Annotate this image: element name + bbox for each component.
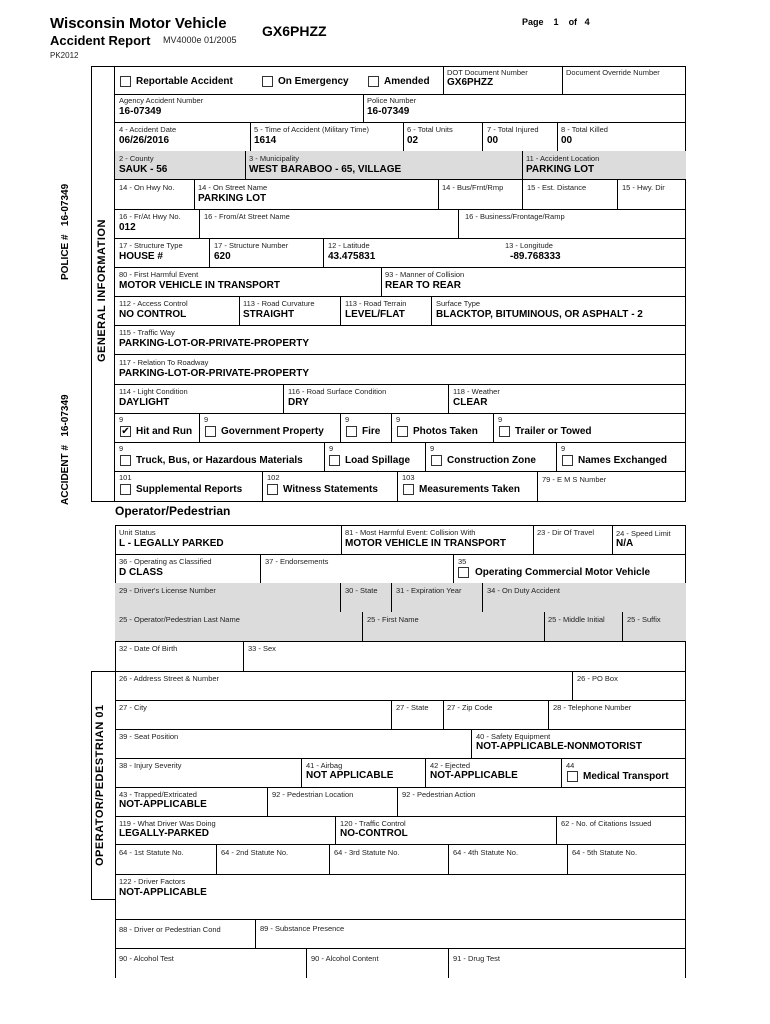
- row-conditions: [115, 384, 686, 414]
- alcohol-content-label: 90 - Alcohol Content: [311, 954, 379, 963]
- unit-status-label: Unit Status: [119, 528, 156, 537]
- harm-label: 80 - First Harmful Event: [119, 270, 199, 279]
- curv-label: 113 - Road Curvature: [243, 299, 315, 308]
- county-label: 2 - County: [119, 154, 154, 163]
- measure-checkbox[interactable]: [403, 484, 414, 495]
- light-label: 114 - Light Condition: [119, 387, 188, 396]
- fratwy-label: 16 - Fr/At Hwy No.: [119, 212, 181, 221]
- exp-label: 31 - Expiration Year: [396, 586, 462, 595]
- statute-5-label: 64 - 5th Statute No.: [572, 848, 638, 857]
- traffic-label: 115 - Traffic Way: [119, 328, 175, 337]
- doing-value: LEGALLY-PARKED: [119, 828, 210, 839]
- struct-type-label: 17 - Structure Type: [119, 241, 183, 250]
- dist-label: 15 - Est. Distance: [527, 183, 587, 192]
- statute-4-label: 64 - 4th Statute No.: [453, 848, 519, 857]
- factors-label: 122 - Driver Factors: [119, 877, 186, 886]
- amended-checkbox[interactable]: [368, 76, 379, 87]
- trapped-value: NOT-APPLICABLE: [119, 799, 207, 810]
- gov-prop-label: Government Property: [221, 426, 324, 437]
- muni-value: WEST BARABOO - 65, VILLAGE: [249, 164, 402, 175]
- medical-checkbox[interactable]: [567, 771, 578, 782]
- date-label: 4 - Accident Date: [119, 125, 177, 134]
- form-code: MV4000e 01/2005: [163, 35, 237, 45]
- road-surf-label: 116 - Road Surface Condition: [288, 387, 387, 396]
- access-value: NO CONTROL: [119, 309, 187, 320]
- accident-label-num: 16-07349: [60, 394, 71, 437]
- code-9-i: 9: [561, 444, 566, 453]
- form-title: Wisconsin Motor Vehicle: [50, 15, 227, 32]
- code-102: 102: [267, 473, 280, 482]
- code-9-h: 9: [430, 444, 435, 453]
- agency-value: 16-07349: [119, 106, 162, 117]
- relation-value: PARKING-LOT-OR-PRIVATE-PROPERTY: [119, 368, 309, 379]
- control-label: 120 - Traffic Control: [340, 819, 406, 828]
- medical-label: Medical Transport: [583, 771, 669, 782]
- factors-value: NOT-APPLICABLE: [119, 887, 207, 898]
- manner-label: 93 - Manner of Collision: [385, 270, 465, 279]
- gov-prop-checkbox[interactable]: [205, 426, 216, 437]
- muni-label: 3 - Municipality: [249, 154, 300, 163]
- override-label: Document Override Number: [566, 68, 660, 77]
- code-9-b: 9: [204, 415, 209, 424]
- unit-status-value: L - LEGALLY PARKED: [119, 538, 224, 549]
- ped-loc-label: 92 - Pedestrian Location: [272, 790, 354, 799]
- state2-label: 27 - State: [396, 703, 429, 712]
- bus-label: 14 - Bus/Frnt/Rmp: [442, 183, 504, 192]
- killed-label: 8 - Total Killed: [561, 125, 608, 134]
- injured-label: 7 - Total Injured: [487, 125, 539, 134]
- cond-label: 88 - Driver or Pedestrian Cond: [119, 925, 221, 934]
- doc-id: GX6PHZZ: [262, 23, 327, 39]
- row-structure: [115, 238, 686, 268]
- police-label-text: POLICE #: [60, 234, 71, 280]
- code-9-d: 9: [396, 415, 401, 424]
- first-name-label: 25 - First Name: [367, 615, 419, 624]
- curv-value: STRAIGHT: [243, 309, 295, 320]
- names-checkbox[interactable]: [562, 455, 573, 466]
- page-number: 1: [553, 17, 559, 27]
- speed-label: 24 - Speed Limit: [616, 529, 671, 538]
- ped-action-label: 92 - Pedestrian Action: [402, 790, 476, 799]
- row-condition: [115, 919, 686, 949]
- commercial-checkbox[interactable]: [458, 567, 469, 578]
- commercial-label: Operating Commercial Motor Vehicle: [475, 567, 651, 578]
- reportable-label: Reportable Accident: [136, 76, 233, 87]
- trailer-label: Trailer or Towed: [515, 426, 592, 437]
- fire-label: Fire: [362, 426, 381, 437]
- code-101: 101: [119, 473, 132, 482]
- police-number-label: [60, 184, 71, 280]
- row-alcohol-right: [685, 948, 686, 978]
- names-label: Names Exchanged: [578, 455, 667, 466]
- form-subtitle: Accident Report: [50, 33, 151, 48]
- code-35: 35: [458, 557, 467, 566]
- lon-value: -89.768333: [510, 251, 561, 262]
- photos-label: Photos Taken: [413, 426, 478, 437]
- fire-checkbox[interactable]: [346, 426, 357, 437]
- drug-test-label: 91 - Drug Test: [453, 954, 500, 963]
- killed-value: 00: [561, 135, 573, 146]
- ejected-label: 42 - Ejected: [430, 761, 471, 770]
- page-indicator: [522, 17, 590, 27]
- supp-label: Supplemental Reports: [136, 484, 243, 495]
- relation-label: 117 - Relation To Roadway: [119, 358, 209, 367]
- amended-label: Amended: [384, 76, 430, 87]
- accident-label-text: ACCIDENT #: [60, 444, 71, 505]
- traffic-value: PARKING-LOT-OR-PRIVATE-PROPERTY: [119, 338, 309, 349]
- manner-value: REAR TO REAR: [385, 280, 461, 291]
- statute-3-label: 64 - 3rd Statute No.: [334, 848, 400, 857]
- onstreet-label: 14 - On Street Name: [198, 183, 268, 192]
- trailer-checkbox[interactable]: [499, 426, 510, 437]
- safety-value: NOT-APPLICABLE-NONMOTORIST: [476, 741, 642, 752]
- measure-label: Measurements Taken: [419, 484, 520, 495]
- endorse-label: 37 - Endorsements: [265, 557, 329, 566]
- citations-label: 62 - No. of Citations Issued: [561, 819, 652, 828]
- speed-value: N/A: [616, 538, 634, 549]
- pobox-label: 26 - PO Box: [577, 674, 618, 683]
- suffix-label: 25 - Suffix: [627, 615, 661, 624]
- struct-num-value: 620: [214, 251, 231, 262]
- onhwy-label: 14 - On Hwy No.: [119, 183, 175, 192]
- emergency-label: On Emergency: [278, 76, 349, 87]
- weather-value: CLEAR: [453, 397, 488, 408]
- state-label: 30 - State: [345, 586, 378, 595]
- most-harm-label: 81 - Most Harmful Event: Collision With: [345, 528, 476, 537]
- loc-value: PARKING LOT: [526, 164, 595, 175]
- code-44: 44: [566, 761, 575, 770]
- time-value: 1614: [254, 135, 277, 146]
- supp-checkbox[interactable]: [120, 484, 131, 495]
- code-9-f: 9: [119, 444, 124, 453]
- road-surf-value: DRY: [288, 397, 309, 408]
- police-num-value: 16-07349: [367, 106, 410, 117]
- truck-label: Truck, Bus, or Hazardous Materials: [136, 455, 303, 466]
- pk-code: PK2012: [50, 51, 79, 60]
- weather-label: 118 - Weather: [453, 387, 500, 396]
- license-label: 29 - Driver's License Number: [119, 586, 216, 595]
- load-label: Load Spillage: [345, 455, 411, 466]
- terrain-label: 113 - Road Terrain: [345, 299, 407, 308]
- airbag-value: NOT APPLICABLE: [306, 770, 394, 781]
- county-value: SAUK - 56: [119, 164, 168, 175]
- code-103: 103: [402, 473, 415, 482]
- alcohol-test-label: 90 - Alcohol Test: [119, 954, 174, 963]
- dot-value: GX6PHZZ: [447, 77, 494, 88]
- seat-label: 39 - Seat Position: [119, 732, 179, 741]
- safety-label: 40 - Safety Equipment: [476, 732, 551, 741]
- airbag-label: 41 - Airbag: [306, 761, 343, 770]
- duty-label: 34 - On Duty Accident: [487, 586, 560, 595]
- ejected-value: NOT-APPLICABLE: [430, 770, 518, 781]
- dir-label: 15 - Hwy. Dir: [622, 183, 665, 192]
- row-dob: [115, 641, 686, 672]
- dir-travel-label: 23 - Dir Of Travel: [537, 528, 595, 537]
- date-value: 06/26/2016: [119, 135, 170, 146]
- hit-run-checkbox[interactable]: [120, 426, 131, 437]
- terrain-value: LEVEL/FLAT: [345, 309, 405, 320]
- dob-label: 32 - Date Of Birth: [119, 644, 178, 653]
- control-value: NO-CONTROL: [340, 828, 408, 839]
- reportable-checkbox[interactable]: [120, 76, 131, 87]
- code-9-a: 9: [119, 415, 124, 424]
- phone-label: 28 - Telephone Number: [553, 703, 632, 712]
- address-label: 26 - Address Street & Number: [119, 674, 220, 683]
- page-label: Page: [522, 17, 544, 27]
- sex-label: 33 - Sex: [248, 644, 276, 653]
- check-icon: ✔: [121, 426, 130, 437]
- injury-label: 38 - Injury Severity: [119, 761, 182, 770]
- code-9-g: 9: [329, 444, 334, 453]
- units-label: 6 - Total Units: [407, 125, 453, 134]
- row-alcohol-left: [115, 948, 116, 978]
- harm-value: MOTOR VEHICLE IN TRANSPORT: [119, 280, 280, 291]
- surface-value: BLACKTOP, BITUMINOUS, OR ASPHALT - 2: [436, 309, 643, 320]
- statute-2-label: 64 - 2nd Statute No.: [221, 848, 289, 857]
- units-value: 02: [407, 135, 419, 146]
- middle-label: 25 - Middle Initial: [548, 615, 605, 624]
- row-fr-at: [115, 209, 686, 239]
- statute-1-label: 64 - 1st Statute No.: [119, 848, 184, 857]
- city-label: 27 - City: [119, 703, 147, 712]
- business-label: 16 - Business/Frontage/Ramp: [465, 212, 565, 221]
- code-9-c: 9: [345, 415, 350, 424]
- classified-value: D CLASS: [119, 567, 163, 578]
- construction-checkbox[interactable]: [431, 455, 442, 466]
- struct-type-value: HOUSE #: [119, 251, 163, 262]
- load-checkbox[interactable]: [329, 455, 340, 466]
- substance-label: 89 - Substance Presence: [260, 924, 345, 933]
- truck-checkbox[interactable]: [120, 455, 131, 466]
- witness-label: Witness Statements: [283, 484, 378, 495]
- code-9-e: 9: [498, 415, 503, 424]
- page-total: 4: [584, 17, 590, 27]
- classified-label: 36 - Operating as Classified: [119, 557, 212, 566]
- fromstreet-label: 16 - From/At Street Name: [204, 212, 290, 221]
- page-of: of: [568, 17, 578, 27]
- trapped-label: 43 - Trapped/Extricated: [119, 790, 197, 799]
- injured-value: 00: [487, 135, 499, 146]
- access-label: 112 - Access Control: [119, 299, 188, 308]
- time-label: 5 - Time of Accident (Military Time): [254, 125, 370, 134]
- police-label-num: 16-07349: [60, 183, 71, 227]
- dot-label: DOT Document Number: [447, 68, 528, 77]
- lat-value: 43.475831: [328, 251, 376, 262]
- police-num-label: Police Number: [367, 96, 417, 105]
- agency-label: Agency Accident Number: [119, 96, 204, 105]
- emergency-checkbox[interactable]: [262, 76, 273, 87]
- surface-label: Surface Type: [436, 299, 481, 308]
- onstreet-value: PARKING LOT: [198, 193, 267, 204]
- fratwy-value: 012: [119, 222, 136, 233]
- most-harm-value: MOTOR VEHICLE IN TRANSPORT: [345, 538, 506, 549]
- operator-ped-label: OPERATOR/PEDESTRIAN 01: [94, 704, 106, 866]
- hit-run-label: Hit and Run: [136, 426, 193, 437]
- struct-num-label: 17 - Structure Number: [214, 241, 289, 250]
- construction-label: Construction Zone: [447, 455, 536, 466]
- lat-label: 12 - Latitude: [328, 241, 370, 250]
- last-name-label: 25 - Operator/Pedestrian Last Name: [119, 615, 240, 624]
- loc-label: 11 - Accident Location: [526, 154, 600, 163]
- lon-label: 13 - Longitude: [505, 241, 553, 250]
- light-value: DAYLIGHT: [119, 397, 170, 408]
- ems-label: 79 - E M S Number: [542, 475, 607, 484]
- witness-checkbox[interactable]: [267, 484, 278, 495]
- zip-label: 27 - Zip Code: [447, 703, 493, 712]
- photos-checkbox[interactable]: [397, 426, 408, 437]
- accident-number-label: [60, 394, 71, 505]
- operator-section-title: Operator/Pedestrian: [115, 504, 231, 518]
- doing-label: 119 - What Driver Was Doing: [119, 819, 216, 828]
- general-info-label: GENERAL INFORMATION: [96, 219, 108, 362]
